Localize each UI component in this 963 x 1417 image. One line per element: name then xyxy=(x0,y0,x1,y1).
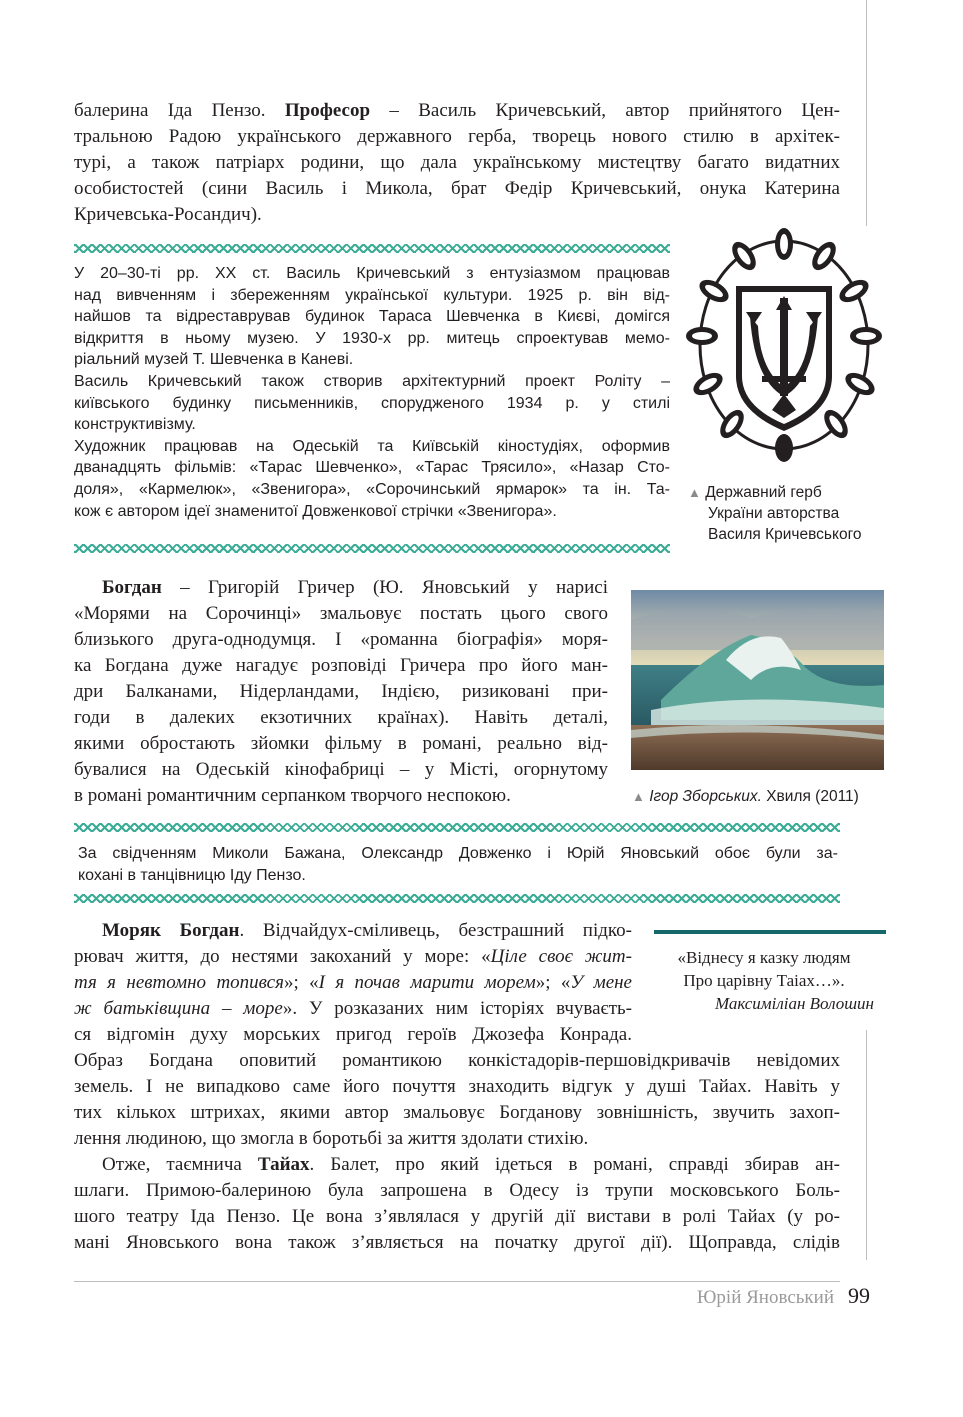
text-line: земель. І не випадково саме його почуття знаходить відгук у душі Тайах. Навіть у xyxy=(74,1076,840,1097)
page-edge-rule xyxy=(866,0,867,230)
text-line: мані Яновського вона також з’являється на початку другої дії). Щоправда, слідів xyxy=(74,1232,840,1253)
box-border-bottom xyxy=(74,544,670,553)
coat-of-arms-caption: ▲ Державний герб України авторства Василя Кричевського xyxy=(688,484,862,543)
text-line: турі, а також патріарх родини, що дала українському мистецтву багато видатних xyxy=(74,152,840,173)
text-line: Кричевська-Росандич). xyxy=(74,204,262,225)
text-line: Богдан – Григорій Гричер (Ю. Яновський у нарисі xyxy=(102,577,608,598)
text-line: доля», «Кармелюк», «Звенигора», «Сорочинський ярмарок» та ін. Та- xyxy=(74,480,670,498)
info-box-penzo xyxy=(78,843,838,886)
text-line: рювач життя, до нестями закоханий у море: «Ціле своє жит- xyxy=(74,946,632,967)
text-line: тих кількох штрихах, якими автор змальовує Богданову зовнішність, звучить захоп- xyxy=(74,1102,840,1123)
page-edge-rule xyxy=(866,1030,867,1260)
text-line: ка Богдана дуже нагадує розповіді Гричера про його ман- xyxy=(74,655,608,676)
text-line: шлаги. Примою-балериною була запрошена в Одесу із трупи московського Боль- xyxy=(74,1180,840,1201)
text-line: ся відгомін духу морських пригод героїв Джозефа Конрада. xyxy=(74,1024,632,1045)
paragraph-bohdan xyxy=(74,575,608,809)
text-line: кохані в танцівницю Іду Пензо. xyxy=(78,866,306,884)
box-border-top xyxy=(74,244,670,253)
text-line: «Морями на Сорочинці» змальовує постать цього свого xyxy=(74,603,608,624)
text-line: Моряк Богдан. Відчайдух-сміливець, безстрашний підко- xyxy=(102,920,632,941)
box-border-top xyxy=(74,823,840,832)
text-line: відкриття в ньому музею. У 1930-х рр. митець спроектував мемо- xyxy=(74,329,670,347)
text-line: За свідченням Миколи Бажана, Олександр Довженко і Юрій Яновський обоє були за- xyxy=(78,845,838,862)
wave-painting-image xyxy=(631,590,884,770)
paragraph-sailor-bohdan-cont xyxy=(74,1048,840,1152)
box-border-bottom xyxy=(74,894,840,903)
text-line: кож є автором ідеї знаменитої Довженкової стрічки «Звенигора». xyxy=(74,502,557,520)
info-box-krychevsky xyxy=(74,263,670,522)
wave-painting-caption: ▲ Ігор Зборських. Хвиля (2011) xyxy=(632,788,859,805)
triangle-marker-icon: ▲ xyxy=(688,485,701,500)
text-line: У 20–30-ті рр. ХХ ст. Василь Кричевський з ентузіазмом працював xyxy=(74,265,670,282)
text-line: в романі романтичним серпанком творчого неспокою. xyxy=(74,785,511,806)
footer-rule xyxy=(74,1281,840,1282)
quote-bar xyxy=(654,930,886,934)
footer-book-title: Юрій Яновський xyxy=(696,1287,834,1308)
text-line: особистостей (сини Василь і Микола, брат Федір Кричевський, онука Катерина xyxy=(74,178,840,199)
coat-of-arms-image xyxy=(684,226,884,464)
text-line: дванадцять фільмів: «Тарас Шевченко», «Тарас Трясило», «Назар Сто- xyxy=(74,459,670,477)
epigraph-quote: «Віднесу я казку людям Про царівну Таіах…». Максиміліан Волошин xyxy=(677,948,874,1013)
text-line: близького друга-однодумця. І «романна біографія» моря- xyxy=(74,629,608,650)
paragraph-1 xyxy=(74,98,840,228)
text-line: тя я невтомно топився»; «І я почав марити морем»; «У мене xyxy=(74,972,632,993)
triangle-marker-icon: ▲ xyxy=(632,789,645,804)
text-line: київського будинку письменників, спорудженого 1934 р. у стилі xyxy=(74,394,670,412)
paragraph-sailor-bohdan xyxy=(74,918,632,1048)
trident-emblem-icon xyxy=(684,226,884,464)
text-line: Василь Кричевський також створив архітектурний проект Роліту – xyxy=(74,372,670,390)
text-line: над вивченням і збереженням української культури. 1925 р. він від- xyxy=(74,286,670,304)
text-line: годи в далеких екзотичних країнах). Навіть деталі, xyxy=(74,707,608,728)
text-line: Отже, таємнича Тайах. Балет, про який ідеться в романі, справді збирав ан- xyxy=(102,1154,840,1175)
text-line: якими обростають зйомки фільму в романі, реально від- xyxy=(74,733,608,754)
text-line: балерина Іда Пензо. Професор – Василь Кричевський, автор прийнятого Цен- xyxy=(74,100,840,121)
text-line: тральною Радою українського державного герба, творець нового стилю в архітек- xyxy=(74,126,840,147)
text-line: ріальний музей Т. Шевченка в Каневі. xyxy=(74,351,354,369)
paragraph-tayah xyxy=(74,1152,840,1256)
text-line: найшов та відреставрував будинок Тараса Шевченка в Києві, домігся xyxy=(74,308,670,326)
text-line: Образ Богдана оповитий романтикою конкістадорів-першовідкривачів невідомих xyxy=(74,1050,840,1071)
text-line: ж батьківщина – море». У розказаних ним історіях вчуваєть- xyxy=(74,998,632,1019)
text-line: Художник працював на Одеській та Київській кіностудіях, оформив xyxy=(74,437,670,455)
text-line: дри Балканами, Нідерландами, Індією, ризиковані при- xyxy=(74,681,608,702)
text-line: бувалися на Одеській кінофабриці – у Місті, огорнутому xyxy=(74,759,608,780)
text-line: лення людиною, що змогла в боротьбі за життя здолати стихію. xyxy=(74,1128,589,1149)
page-number: 99 xyxy=(848,1283,870,1308)
text-line: шого театру Іда Пензо. Це вона з’являлася у другій дії вистави в ролі Тайах (у ро- xyxy=(74,1206,840,1227)
text-line: конструктивізму. xyxy=(74,416,196,434)
